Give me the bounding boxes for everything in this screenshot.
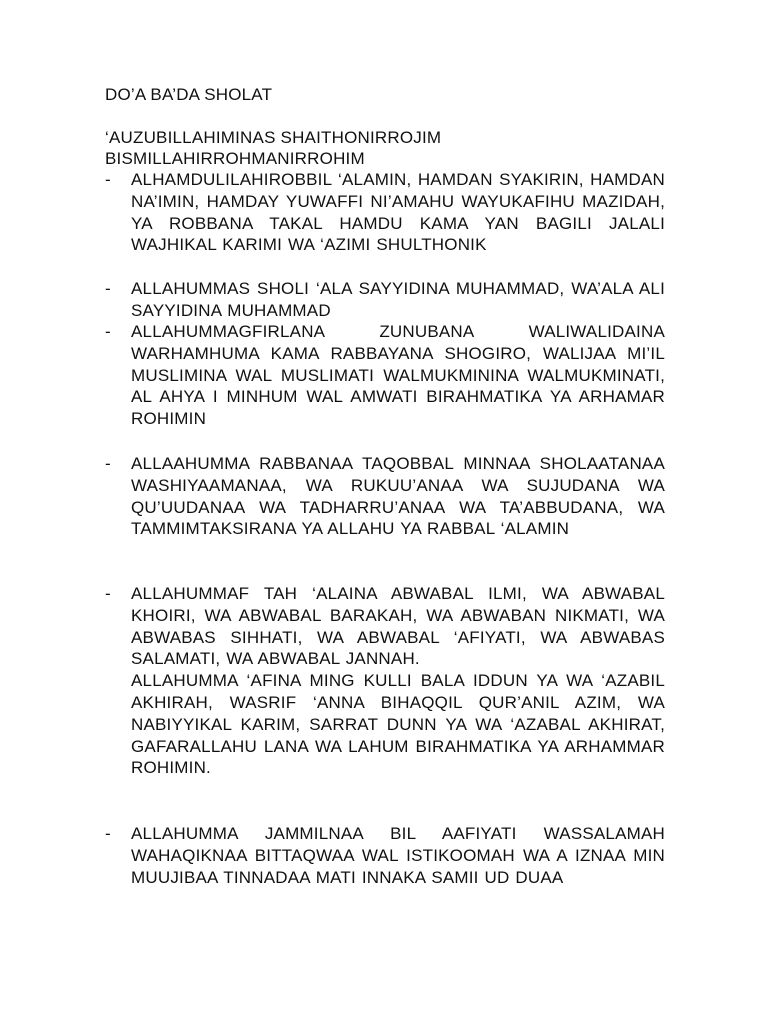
intro-line-taawudz: ‘AUZUBILLAHIMINAS SHAITHONIRROJIM — [105, 128, 442, 147]
prayer-paragraph: ALLAHUMMAF TAH ‘ALAINA ABWABAL ILMI, WA ABWABAL KHOIRI, WA ABWABAL BARAKAH, WA ABWABAN NIKMATI, WA ABWABAS SIHHATI, WA ABWABAL ‘AFIYATI, WA ABWABAS SALAMATI, WA ABWABAL JANNAH. — [131, 584, 665, 669]
bullet-dash: - — [105, 584, 111, 603]
prayer-paragraph: ALLAAHUMMA RABBANAA TAQOBBAL MINNAA SHOLAATANAA WASHIYAAMANAA, WA RUKUU’ANAA WA SUJUDANA WA QU’UUDANAA WA TADHARRU’ANAA WA TA’ABBUDANA, WA TAMMIMTAKSIRANA YA ALLAHU YA RABBAL ‘ALAMIN — [131, 454, 665, 539]
bullet-dash: - — [105, 170, 111, 189]
prayer-text — [131, 823, 665, 888]
prayer-paragraph: ALHAMDULILAHIROBBIL ‘ALAMIN, HAMDAN SYAKIRIN, HAMDAN NA’IMIN, HAMDAY YUWAFFI NI’AMAHU WAYUKAFIHU MAZIDAH, YA ROBBANA TAKAL HAMDU KAMA YAN BAGILI JALALI WAJHIKAL KARIMI WA ‘AZIMI SHULTHONIK — [131, 170, 665, 255]
prayer-paragraph: ALLAHUMMA ‘AFINA MING KULLI BALA IDDUN YA WA ‘AZABIL AKHIRAH, WASRIF ‘ANNA BIHAQQIL QUR’ANIL AZIM, WA NABIYYIKAL KARIM, SARRAT DUNN YA WA ‘AZABAL AKHIRAT, GAFARALLAHU LANA WA LAHUM BIRAHMATIKA YA ARHAMMAR ROHIMIN. — [131, 671, 665, 778]
bullet-dash: - — [105, 322, 111, 341]
prayer-text — [131, 169, 665, 256]
bullet-dash: - — [105, 454, 111, 473]
prayer-text — [131, 453, 665, 540]
document-title: DO’A BA’DA SHOLAT — [105, 85, 273, 104]
prayer-paragraph: ALLAHUMMA JAMMILNAA BIL AAFIYATI WASSALAMAH WAHAQIKNAA BITTAQWAA WAL ISTIKOOMAH WA A IZNAA MIN MUUJIBAA TINNADAA MATI INNAKA SAMII UD DUAA — [131, 824, 665, 887]
prayer-text — [131, 321, 665, 430]
prayer-paragraph: ALLAHUMMAGFIRLANA ZUNUBANA WALIWALIDAINA WARHAMHUMA KAMA RABBAYANA SHOGIRO, WALIJAA MI’IL MUSLIMINA WAL MUSLIMATI WALMUKMININA WALMUKMINATI, AL AHYA I MINHUM WAL AMWATI BIRAHMATIKA YA ARHAMAR ROHIMIN — [131, 322, 665, 429]
intro-line-basmalah: BISMILLAHIRROHMANIRROHIM — [105, 149, 365, 168]
prayer-text — [131, 278, 665, 322]
bullet-dash: - — [105, 279, 111, 298]
prayer-paragraph: ALLAHUMMAS SHOLI ‘ALA SAYYIDINA MUHAMMAD, WA’ALA ALI SAYYIDINA MUHAMMAD — [131, 279, 665, 320]
prayer-text — [131, 583, 665, 779]
bullet-dash: - — [105, 824, 111, 843]
